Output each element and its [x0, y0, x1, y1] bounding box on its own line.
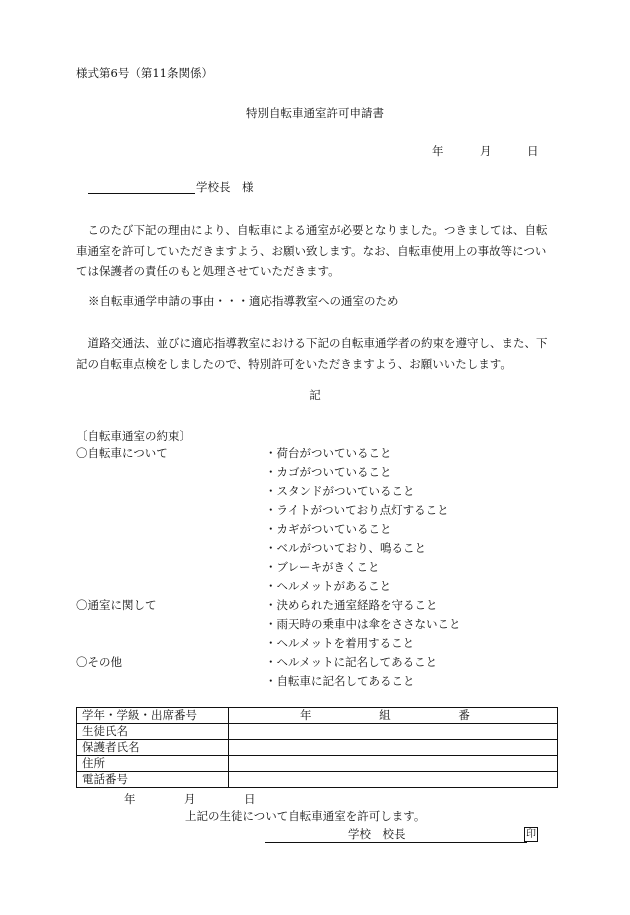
list-item: ・決められた通室経路を守ること — [265, 598, 438, 612]
promise-heading: 〔自転車通室の約束〕 — [76, 429, 191, 443]
list-item: ・ベルがついており、鳴ること — [265, 541, 426, 555]
grade-class-number-label: 学年・学級・出席番号 — [77, 708, 229, 724]
list-item: ・ヘルメットに記名してあること — [265, 655, 438, 669]
intro-paragraph: このたび下記の理由により、自転車による通室が必要となりました。つきましては、自転車通室を許可していただきますよう、お願い致します。なお、自転車使用上の事故等については保護者の責任のもと処理させていただきます。 — [76, 223, 548, 278]
student-name-label: 生徒氏名 — [77, 724, 229, 740]
address-field[interactable] — [229, 756, 558, 772]
principal-signature-line[interactable] — [265, 842, 527, 843]
seal-box[interactable]: 印 — [526, 829, 536, 840]
addressee-blank-line[interactable] — [88, 193, 195, 194]
list-item: ・スタンドがついていること — [265, 484, 415, 498]
table-row — [77, 756, 558, 772]
phone-label: 電話番号 — [77, 772, 229, 788]
approval-year-label: 年 — [124, 792, 136, 806]
category-bicycle: 〇自転車について — [76, 446, 168, 460]
list-item: ・ヘルメットを着用すること — [265, 636, 415, 650]
list-item: ・ブレーキがきくこと — [265, 560, 380, 574]
approval-month-label: 月 — [184, 792, 196, 806]
category-other: 〇その他 — [76, 655, 122, 669]
class-unit: 組 — [379, 708, 391, 722]
student-name-field[interactable] — [229, 724, 558, 740]
list-item: ・雨天時の乗車中は傘をささないこと — [265, 617, 461, 631]
address-label: 住所 — [77, 756, 229, 772]
addressee-label: 学校長 様 — [196, 180, 254, 194]
table-row — [77, 724, 558, 740]
list-item: ・カゴがついていること — [265, 465, 392, 479]
principal-label: 学校 校長 — [348, 827, 406, 841]
list-item: ・ヘルメットがあること — [265, 579, 392, 593]
approval-statement: 上記の生徒について自転車通室を許可します。 — [185, 809, 426, 823]
number-unit: 番 — [458, 708, 470, 722]
pledge-paragraph: 道路交通法、並びに適応指導教室における下記の自転車通学者の約束を遵守し、また、下記の自転車点検をしましたので、特別許可をいただきますよう、お願いいたします。 — [76, 336, 548, 371]
category-commute: 〇通室に関して — [76, 598, 157, 612]
form-number: 様式第6号（第11条関係） — [76, 66, 213, 80]
student-info-table — [76, 707, 558, 788]
ki-heading: 記 — [309, 388, 321, 402]
grade-unit: 年 — [300, 708, 312, 722]
guardian-name-label: 保護者氏名 — [77, 740, 229, 756]
date-month-label: 月 — [480, 144, 492, 158]
reason-statement: ※自転車通学申請の事由・・・適応指導教室への通室のため — [88, 294, 399, 308]
date-day-label: 日 — [527, 144, 539, 158]
date-year-label: 年 — [432, 144, 444, 158]
list-item: ・荷台がついていること — [265, 446, 392, 460]
table-row — [77, 772, 558, 788]
table-row — [77, 708, 558, 724]
approval-day-label: 日 — [244, 792, 256, 806]
list-item: ・自転車に記名してあること — [265, 674, 415, 688]
phone-field[interactable] — [229, 772, 558, 788]
list-item: ・カギがついていること — [265, 522, 392, 536]
guardian-name-field[interactable] — [229, 740, 558, 756]
grade-class-number-field[interactable] — [229, 708, 558, 724]
table-row — [77, 740, 558, 756]
list-item: ・ライトがついており点灯すること — [265, 503, 449, 517]
document-title: 特別自転車通室許可申請書 — [246, 106, 384, 120]
